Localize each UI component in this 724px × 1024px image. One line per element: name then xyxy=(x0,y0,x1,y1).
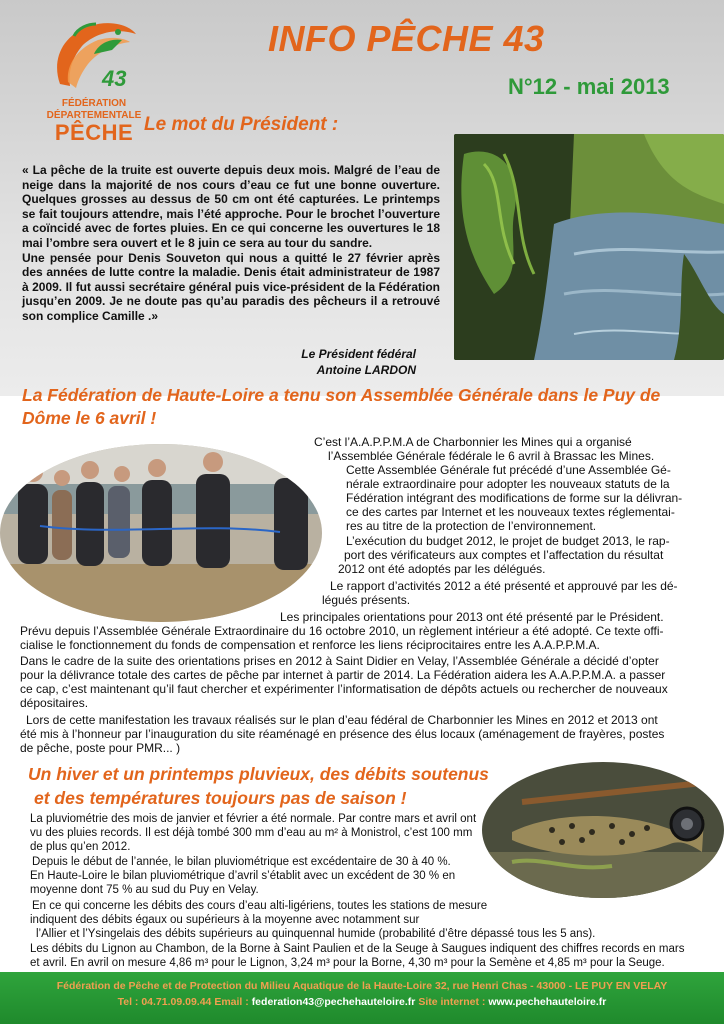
logo-number: 43 xyxy=(102,66,127,91)
logo-line-departementale: DÉPARTEMENTALE xyxy=(46,110,142,121)
article-line: de plus qu’en 2012. xyxy=(30,841,131,853)
president-paragraph: Une pensée pour Denis Souveton qui nous a quitté le 27 février après des années de lutte contre la maladie. Denis était administrateur de 1987 à 2009. Il fut aussi secrétaire général puis vice-président de la Fédération jusqu’en 2009. Je ne doute pas qu’au paradis des pêcheurs il a retrouvé son complice Camille .» xyxy=(22,250,440,323)
article-line: 2012 ont été adoptés par les délégués. xyxy=(338,562,546,576)
article-line: Fédération intégrant des modifications de forme sur la délivran- xyxy=(346,491,683,505)
article-line: et avril. En avril on mesure 4,86 m³ pour le Lignon, 3,24 m³ pour la Borne, 4,30 m³ pour la Semène et 4,85 m³ pour la Seuge. xyxy=(30,957,665,969)
article-line: La pluviométrie des mois de janvier et février a été normale. Par contre mars et avril ont xyxy=(30,813,477,825)
weather-heading-line: et des températures toujours pas de saison ! xyxy=(34,788,407,808)
footer-contact xyxy=(0,996,724,1008)
article-line: pour la délivrance totale des cartes de pêche par internet à partir de 2014. La Fédération aidera les A.A.P.P.M.A. a passer xyxy=(20,668,666,682)
article-line: dépositaires. xyxy=(20,696,89,710)
logo-line-federation: FÉDÉRATION xyxy=(61,98,127,109)
issue-number: N°12 - mai 2013 xyxy=(508,74,670,99)
footer-site-label: Site internet : xyxy=(418,996,486,1008)
article-line: l’Allier et l’Ysingelais des débits supérieurs au quinquennal humide (probabilité d’être dépassé tous les 5 ans). xyxy=(36,928,596,940)
footer-email-link[interactable]: federation43@pechehauteloire.fr xyxy=(251,996,416,1008)
federation-heading: La Fédération de Haute-Loire a tenu son Assemblée Générale dans le Puy de Dôme le 6 avril ! xyxy=(22,385,661,428)
article-line: res au titre de la protection de l’environnement. xyxy=(346,519,597,533)
article-line: C’est l’A.A.P.P.M.A de Charbonnier les Mines qui a organisé xyxy=(314,435,632,449)
president-message xyxy=(22,163,440,324)
trout-photo xyxy=(482,762,724,898)
article-line: Cette Assemblée Générale fut précédé d’une Assemblée Gé- xyxy=(346,463,671,477)
president-heading: Le mot du Président : xyxy=(144,114,339,135)
article-line: port des vérificateurs aux comptes et l’affectation du résultat xyxy=(344,548,664,562)
footer-phone: Tel : 04.71.09.09.44 xyxy=(117,996,212,1008)
article-line: Le rapport d’activités 2012 a été présenté et approuvé par les dé- xyxy=(330,579,678,593)
article-line: l’Assemblée Générale fédérale le 6 avril à Brassac les Mines. xyxy=(328,449,655,463)
president-signature xyxy=(240,346,416,378)
signature-name: Antoine LARDON xyxy=(316,363,416,377)
assembly-photo xyxy=(0,444,322,622)
signature-title: Le Président fédéral xyxy=(301,347,416,361)
logo-line-peche: PÊCHE xyxy=(54,120,134,145)
article-line: Lors de cette manifestation les travaux réalisés sur le plan d’eau fédéral de Charbonnier les Mines en 2012 et 2013 ont xyxy=(26,713,658,727)
article-line: vu des pluies records. Il est déjà tombé 300 mm d’eau au m² à Monistrol, c’est 100 mm xyxy=(30,827,473,839)
article-line: L’exécution du budget 2012, le projet de budget 2013, le rap- xyxy=(346,534,670,548)
article-line: En ce qui concerne les débits des cours d’eau alti-ligériens, toutes les stations de mesure xyxy=(32,900,488,912)
federation-logo xyxy=(38,14,150,144)
article-line: ce cap, c’est maintenant qu’il faut chercher et expérimenter l’informatisation de dépôts actuels ou rechercher de nouveaux xyxy=(20,682,668,696)
footer-site-link[interactable]: www.pechehauteloire.fr xyxy=(488,996,607,1008)
article-line: moyenne dont 75 % au sud du Puy en Velay. xyxy=(30,884,259,896)
weather-heading-line: Un hiver et un printemps pluvieux, des débits soutenus xyxy=(28,764,489,784)
article-line: Les principales orientations pour 2013 ont été présenté par le Président. xyxy=(280,610,664,624)
page-title: INFO PÊCHE 43 xyxy=(268,18,545,59)
footer xyxy=(0,972,724,1024)
article-line: Depuis le début de l’année, le bilan pluviométrique est excédentaire de 30 à 40 %. xyxy=(32,856,451,868)
article-line: Les débits du Lignon au Chambon, de la Borne à Saint Paulien et de la Seuge à Saugues indiquent des chiffres records en mars xyxy=(30,943,685,955)
footer-address: Fédération de Pêche et de Protection du Milieu Aquatique de la Haute-Loire 32, rue Henri Chas - 43000 - LE PUY EN VELAY xyxy=(56,980,668,992)
article-line: Dans le cadre de la suite des orientations prises en 2012 à Saint Didier en Velay, l’Assemblée Générale a décidé d’opter xyxy=(20,654,659,668)
article-line: cialise le fonctionnement du fonds de compensation et renforce les liens réciprocitaires entre les A.A.P.P.M.A. xyxy=(20,638,600,652)
footer-email-label: Email : xyxy=(214,996,249,1008)
article-line: Prévu depuis l’Assemblée Générale Extraordinaire du 16 octobre 2010, un règlement intérieur a été adopté. Ce texte offi- xyxy=(20,624,664,638)
article-line: été mis à l’honneur par l’inauguration du site réaménagé en présence des élus locaux (aménagement de frayères, postes xyxy=(20,727,665,741)
article-line: ce des cartes par Internet et les nouveaux textes réglementai- xyxy=(346,505,675,519)
president-paragraph: « La pêche de la truite est ouverte depuis deux mois. Malgré de l’eau de neige dans la majorité de nos cours d’eau ce fut une bonne ouverture. Quelques grosses au dessus de 50 cm ont été capturées. Le printemps se fait toujours attendre, mais l’été approche. Pour le brochet l’ouverture a coïncidé avec de fortes pluies. En ce qui concerne les ouvertures le 18 mai l’ombre sera ouvert et le 8 juin ce sera au tour du sandre. xyxy=(22,163,440,250)
article-line: indiquent des débits égaux ou supérieurs à la moyenne avec notamment sur xyxy=(30,914,420,926)
article-line: En Haute-Loire le bilan pluviométrique d’avril s’établit avec un excédent de 30 % en xyxy=(30,870,456,882)
article-line: nérale extraordinaire pour adopter les nouveaux statuts de la xyxy=(346,477,670,491)
river-photo xyxy=(454,134,724,360)
article-line: légués présents. xyxy=(322,593,411,607)
weather-heading xyxy=(28,762,498,810)
article-line: de pêche, poste pour PMR... ) xyxy=(20,741,181,755)
